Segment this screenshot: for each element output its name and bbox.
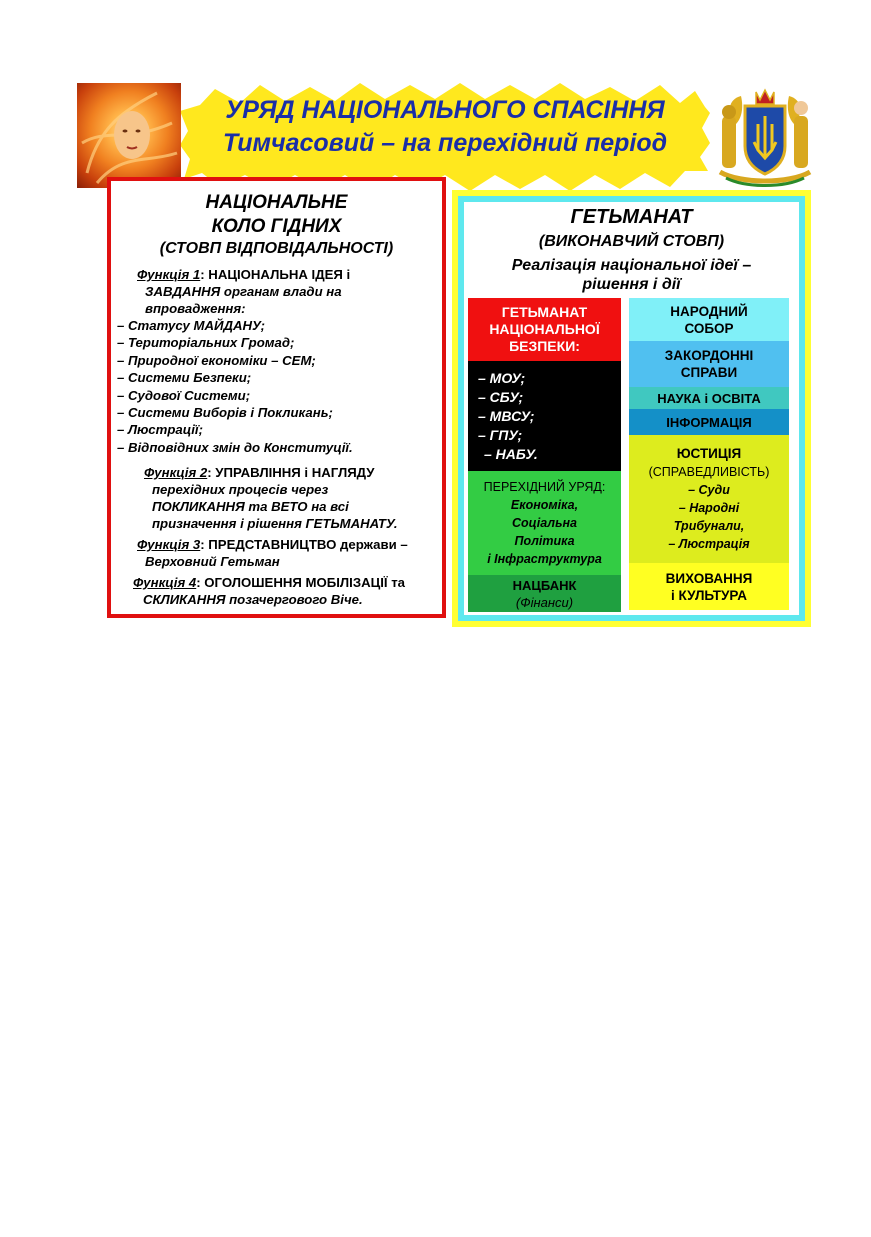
information-cell bbox=[629, 409, 789, 435]
list-item: і Інфраструктура bbox=[487, 552, 602, 566]
left-panel-title-line2: КОЛО ГІДНИХ bbox=[211, 216, 342, 237]
justice-heading: ЮСТИЦІЯ bbox=[676, 446, 742, 461]
list-item: – Суди bbox=[688, 483, 730, 497]
security-hetmanate-cell bbox=[468, 298, 621, 361]
function-1-line3: впровадження: bbox=[145, 301, 246, 316]
science-label: НАУКА і ОСВІТА bbox=[657, 390, 761, 406]
list-item: – Люстрації; bbox=[117, 422, 203, 438]
culture-line1: ВИХОВАННЯ bbox=[665, 570, 753, 586]
function-3-line2: Верховний Гетьман bbox=[145, 554, 280, 569]
justice-sub: (СПРАВЕДЛИВІСТЬ) bbox=[648, 465, 770, 479]
right-panel-subtitle: (ВИКОНАВЧИЙ СТОВП) bbox=[538, 233, 725, 250]
function-1-block bbox=[137, 266, 350, 317]
list-item: – СБУ; bbox=[478, 388, 524, 405]
foreign-line2: СПРАВИ bbox=[680, 365, 738, 380]
right-panel-caption-line2: рішення і дії bbox=[582, 276, 681, 293]
function-4-line1: : ОГОЛОШЕННЯ МОБІЛІЗАЦІЇ та bbox=[196, 575, 406, 590]
foreign-line1: ЗАКОРДОННІ bbox=[664, 348, 754, 363]
list-item: – НАБУ. bbox=[484, 445, 538, 462]
security-line1: ГЕТЬМАНАТ bbox=[501, 304, 588, 320]
list-item: Трибунали, bbox=[673, 519, 745, 533]
function-1-label: Функція 1 bbox=[137, 267, 201, 282]
security-line2: НАЦІОНАЛЬНОЇ bbox=[489, 321, 600, 337]
fire-portrait-image bbox=[77, 83, 181, 188]
coat-of-arms-icon bbox=[706, 84, 824, 188]
list-item: Економіка, bbox=[510, 498, 579, 512]
justice-cell bbox=[629, 435, 789, 563]
national-bank-cell bbox=[468, 575, 621, 612]
list-item: – Люстрація bbox=[668, 537, 750, 551]
page-title: УРЯД НАЦІОНАЛЬНОГО СПАСІННЯ bbox=[225, 96, 665, 124]
function-2-line4: призначення і рішення ГЕТЬМАНАТУ. bbox=[152, 516, 398, 531]
foreign-affairs-cell bbox=[629, 341, 789, 387]
function-4-label: Функція 4 bbox=[133, 575, 197, 590]
right-panel-title: ГЕТЬМАНАТ bbox=[570, 206, 693, 228]
function-2-block bbox=[144, 464, 398, 532]
security-agencies-cell bbox=[468, 361, 621, 471]
science-education-cell bbox=[629, 387, 789, 409]
function-3-label: Функція 3 bbox=[137, 537, 201, 552]
national-circle-panel bbox=[107, 177, 446, 618]
info-label: ІНФОРМАЦІЯ bbox=[666, 414, 752, 430]
sobor-line2: СОБОР bbox=[684, 320, 734, 336]
education-culture-cell bbox=[629, 563, 789, 610]
bank-line2: (Фінанси) bbox=[515, 594, 574, 610]
page-subtitle: Тимчасовий – на перехідний період bbox=[222, 129, 668, 157]
function-4-line2: СКЛИКАННЯ позачергового Віче. bbox=[143, 592, 363, 607]
function-2-label: Функція 2 bbox=[144, 465, 208, 480]
culture-line2: і КУЛЬТУРА bbox=[671, 587, 747, 603]
function-1-line1: : НАЦІОНАЛЬНА ІДЕЯ і bbox=[200, 267, 351, 282]
list-item: – ГПУ; bbox=[478, 426, 523, 443]
sobor-line1: НАРОДНИЙ bbox=[670, 303, 748, 319]
function-2-line3: ПОКЛИКАННЯ та ВЕТО на всі bbox=[152, 499, 349, 514]
list-item: – Територіальних Громад; bbox=[117, 335, 295, 351]
list-item: – Судової Системи; bbox=[117, 387, 251, 403]
list-item: – Відповідних змін до Конституції. bbox=[117, 439, 353, 455]
function-3-block bbox=[137, 536, 408, 570]
function-3-line1: : ПРЕДСТАВНИЦТВО держави – bbox=[200, 537, 408, 552]
function-1-list bbox=[117, 317, 353, 456]
people-council-cell bbox=[629, 298, 789, 341]
list-item: Соціальна bbox=[511, 516, 577, 530]
transitional-government-cell bbox=[468, 471, 621, 575]
list-item: – Статусу МАЙДАНУ; bbox=[117, 318, 266, 333]
function-2-line2: перехідних процесів через bbox=[152, 482, 329, 497]
security-line3: БЕЗПЕКИ: bbox=[509, 338, 580, 354]
left-panel-title-line1: НАЦІОНАЛЬНЕ bbox=[205, 192, 348, 213]
transitional-heading: ПЕРЕХІДНИЙ УРЯД: bbox=[483, 480, 606, 494]
list-item: – Системи Виборів і Покликань; bbox=[117, 405, 333, 421]
list-item: – МОУ; bbox=[478, 369, 526, 386]
function-2-line1: : УПРАВЛІННЯ і НАГЛЯДУ bbox=[207, 465, 375, 480]
list-item: – Народні bbox=[678, 501, 740, 515]
list-item: Політика bbox=[514, 534, 575, 548]
list-item: – МВСУ; bbox=[478, 407, 535, 424]
right-panel-caption-line1: Реалізація національної ідеї – bbox=[511, 257, 752, 274]
list-item: – Системи Безпеки; bbox=[117, 370, 252, 386]
bank-line1: НАЦБАНК bbox=[512, 577, 577, 593]
left-panel-subtitle: (СТОВП ВІДПОВІДАЛЬНОСТІ) bbox=[159, 240, 394, 257]
list-item: – Природної економіки – СЕМ; bbox=[117, 352, 316, 368]
function-4-block bbox=[133, 574, 405, 608]
function-1-line2: ЗАВДАННЯ органам влади на bbox=[145, 284, 342, 299]
